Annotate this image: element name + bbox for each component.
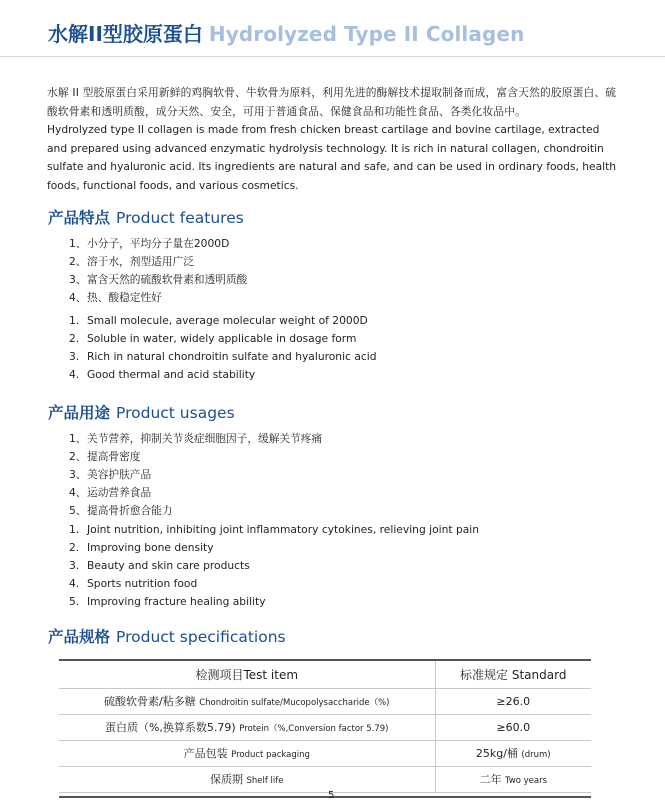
specs-heading-cn: 产品规格 bbox=[48, 628, 111, 646]
page-number: 5 bbox=[328, 790, 335, 801]
table-bottom-rule bbox=[59, 796, 591, 798]
cell-standard: ≥26.0 bbox=[435, 688, 591, 714]
list-item: 1、小分子，平均分子量在2000D bbox=[69, 237, 230, 250]
specs-heading bbox=[48, 625, 286, 647]
intro-paragraph-cn: 水解 II 型胶原蛋白采用新鲜的鸡胸软骨、牛软骨为原料，利用先进的酶解技术提取制备而成，富含天然的胶原蛋白、硫酸软骨素和透明质酸，成分天然、安全，可用于普通食品、保健食品和功能性食品、各类化妆品中。 bbox=[47, 86, 617, 118]
title-divider bbox=[0, 56, 665, 57]
page-title-cn: 水解II型胶原蛋白 bbox=[48, 22, 203, 46]
list-item: 4. Sports nutrition food bbox=[69, 577, 198, 590]
table-row bbox=[59, 740, 591, 766]
list-item: 2. Soluble in water, widely applicable in dosage form bbox=[69, 332, 357, 345]
list-item: 4、运动营养食品 bbox=[69, 486, 152, 499]
list-item: 2. Improving bone density bbox=[69, 541, 214, 554]
usages-list-cn bbox=[69, 430, 322, 520]
features-heading bbox=[48, 206, 244, 228]
list-item: 3. Rich in natural chondroitin sulfate and hyaluronic acid bbox=[69, 350, 377, 363]
features-list-cn bbox=[69, 235, 247, 307]
col-header-standard: 标准规定 Standard bbox=[435, 660, 591, 688]
list-item: 4. Good thermal and acid stability bbox=[69, 368, 256, 381]
list-item: 3. Beauty and skin care products bbox=[69, 559, 250, 572]
usages-heading bbox=[48, 401, 235, 423]
features-heading-cn: 产品特点 bbox=[48, 209, 111, 227]
cell-standard: 25kg/桶 (drum) bbox=[435, 740, 591, 766]
cell-test-item: 产品包装 Product packaging bbox=[59, 740, 435, 766]
list-item: 2、提高骨密度 bbox=[69, 450, 141, 463]
usages-list-en bbox=[69, 521, 479, 611]
page-title-en: Hydrolyzed Type II Collagen bbox=[208, 22, 525, 46]
cell-test-item: 保质期 Shelf life bbox=[59, 766, 435, 792]
specs-heading-en: Product specifications bbox=[116, 628, 286, 646]
list-item: 3、美容护肤产品 bbox=[69, 468, 152, 481]
list-item: 5. Improving fracture healing ability bbox=[69, 595, 266, 608]
table-header-row bbox=[59, 660, 591, 688]
page-title bbox=[48, 18, 524, 48]
intro-paragraph-en: Hydrolyzed type II collagen is made from fresh chicken breast cartilage and bovine cartilage, extracted and prepared using advanced enzymatic hydrolysis technology. It is rich in natural collagen, chondroitin sulfate and hyaluronic acid. Its ingredients are natural and safe, and can be used in ordinary foods, health foods, functional foods, and various cosmetics. bbox=[47, 123, 617, 192]
intro-section bbox=[47, 84, 617, 195]
cell-test-item: 硫酸软骨素/粘多糖 Chondroitin sulfate/Mucopolysaccharide（%) bbox=[59, 688, 435, 714]
cell-standard: 二年 Two years bbox=[435, 766, 591, 792]
cell-standard: ≥60.0 bbox=[435, 714, 591, 740]
features-list-en bbox=[69, 312, 377, 384]
list-item: 2、溶于水，剂型适用广泛 bbox=[69, 255, 194, 268]
table-row bbox=[59, 766, 591, 792]
list-item: 3、富含天然的硫酸软骨素和透明质酸 bbox=[69, 273, 248, 286]
specs-table bbox=[59, 659, 591, 793]
table-row bbox=[59, 714, 591, 740]
cell-test-item: 蛋白质（%,换算系数5.79) Protein（%,Conversion factor 5.79) bbox=[59, 714, 435, 740]
usages-heading-cn: 产品用途 bbox=[48, 404, 111, 422]
list-item: 1. Small molecule, average molecular weight of 2000D bbox=[69, 314, 368, 327]
features-heading-en: Product features bbox=[116, 209, 244, 227]
col-header-test-item: 检测项目Test item bbox=[59, 660, 435, 688]
list-item: 1、关节营养，抑制关节炎症细胞因子，缓解关节疼痛 bbox=[69, 432, 323, 445]
usages-heading-en: Product usages bbox=[116, 404, 235, 422]
list-item: 4、热、酸稳定性好 bbox=[69, 291, 162, 304]
list-item: 1. Joint nutrition, inhibiting joint inflammatory cytokines, relieving joint pain bbox=[69, 523, 480, 536]
table-row bbox=[59, 688, 591, 714]
list-item: 5、提高骨折愈合能力 bbox=[69, 504, 173, 517]
